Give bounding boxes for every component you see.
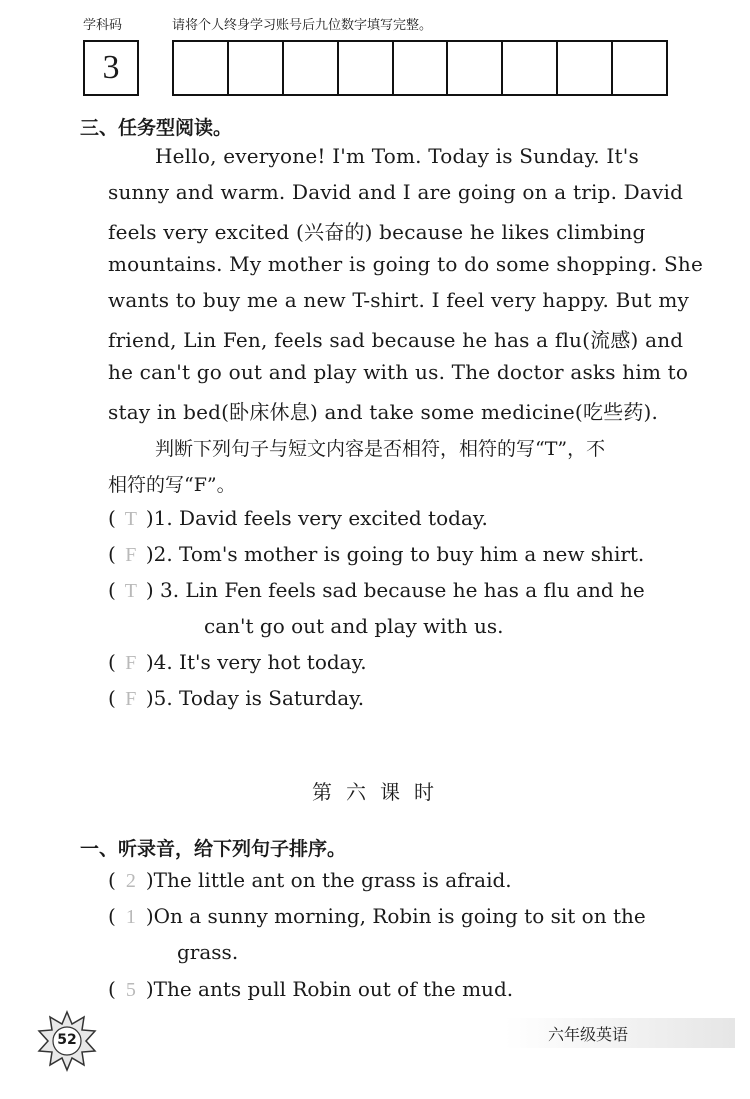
subject-code-box[interactable]: 3 bbox=[83, 40, 139, 96]
answer-blank[interactable]: 1 bbox=[125, 906, 136, 928]
question-item: ( T ) 3. Lin Fen feels sad because he has a flu and he bbox=[108, 578, 645, 602]
passage-line: stay in bed(卧床休息) and take some medicine(吃些药). bbox=[108, 400, 659, 424]
question-text: )5. Today is Saturday. bbox=[145, 686, 365, 710]
ordering-item: ( 1 )On a sunny morning, Robin is going to sit on the bbox=[108, 904, 646, 928]
grade-label: 六年级英语 bbox=[548, 1025, 629, 1044]
item-text: )On a sunny morning, Robin is going to sit on the bbox=[145, 904, 646, 928]
account-digit-cell[interactable] bbox=[503, 42, 558, 94]
question-continuation: can't go out and play with us. bbox=[204, 614, 504, 638]
account-digit-cell[interactable] bbox=[558, 42, 613, 94]
question-item: ( F )2. Tom's mother is going to buy him a new shirt. bbox=[108, 542, 645, 566]
question-text: )1. David feels very excited today. bbox=[145, 506, 488, 530]
item-continuation: grass. bbox=[177, 940, 239, 964]
question-text: )2. Tom's mother is going to buy him a new shirt. bbox=[145, 542, 645, 566]
account-digit-cell[interactable] bbox=[394, 42, 449, 94]
account-instruction: 请将个人终身学习账号后九位数字填写完整。 bbox=[172, 18, 433, 33]
question-text: ) 3. Lin Fen feels sad because he has a flu and he bbox=[145, 578, 645, 602]
page-number: 52 bbox=[57, 1032, 77, 1048]
section-title-reading: 三、任务型阅读。 bbox=[80, 117, 233, 139]
passage-line: friend, Lin Fen, feels sad because he has a flu(流感) and bbox=[108, 328, 684, 352]
account-digit-cell[interactable] bbox=[448, 42, 503, 94]
ordering-item: ( 5 )The ants pull Robin out of the mud. bbox=[108, 977, 514, 1001]
question-item: ( F )4. It's very hot today. bbox=[108, 650, 367, 674]
passage-line: sunny and warm. David and I are going on a trip. David bbox=[108, 180, 684, 204]
item-text: )The ants pull Robin out of the mud. bbox=[145, 977, 514, 1001]
section-title-listening: 一、听录音，给下列句子排序。 bbox=[80, 838, 347, 860]
subject-code-label: 学科码 bbox=[83, 18, 123, 33]
passage-line: feels very excited (兴奋的) because he likes climbing bbox=[108, 220, 646, 244]
answer-blank[interactable]: 5 bbox=[125, 979, 136, 1001]
answer-blank[interactable]: F bbox=[125, 688, 137, 710]
item-text: )The little ant on the grass is afraid. bbox=[145, 868, 512, 892]
account-digit-cell[interactable] bbox=[613, 42, 666, 94]
passage-line: Hello, everyone! I'm Tom. Today is Sunday. It's bbox=[155, 144, 639, 168]
instruction-line: 相符的写“F”。 bbox=[108, 474, 236, 496]
account-digit-cell[interactable] bbox=[284, 42, 339, 94]
account-digit-cell[interactable] bbox=[229, 42, 284, 94]
answer-blank[interactable]: 2 bbox=[125, 870, 136, 892]
account-digit-row bbox=[172, 40, 668, 96]
passage-line: wants to buy me a new T-shirt. I feel very happy. But my bbox=[108, 288, 690, 312]
question-text: )4. It's very hot today. bbox=[145, 650, 367, 674]
page-number-badge bbox=[36, 1010, 98, 1072]
answer-blank[interactable]: F bbox=[125, 544, 137, 566]
lesson-title: 第六课时 bbox=[312, 780, 448, 804]
passage-line: he can't go out and play with us. The doctor asks him to bbox=[108, 360, 689, 384]
instruction-line: 判断下列句子与短文内容是否相符，相符的写“T”，不 bbox=[155, 438, 606, 460]
passage-line: mountains. My mother is going to do some shopping. She bbox=[108, 252, 703, 276]
question-item: ( F )5. Today is Saturday. bbox=[108, 686, 365, 710]
ordering-item: ( 2 )The little ant on the grass is afraid. bbox=[108, 868, 512, 892]
answer-blank[interactable]: T bbox=[124, 580, 137, 602]
account-digit-cell[interactable] bbox=[174, 42, 229, 94]
answer-blank[interactable]: F bbox=[125, 652, 137, 674]
question-item: ( T )1. David feels very excited today. bbox=[108, 506, 488, 530]
account-digit-cell[interactable] bbox=[339, 42, 394, 94]
answer-blank[interactable]: T bbox=[124, 508, 137, 530]
